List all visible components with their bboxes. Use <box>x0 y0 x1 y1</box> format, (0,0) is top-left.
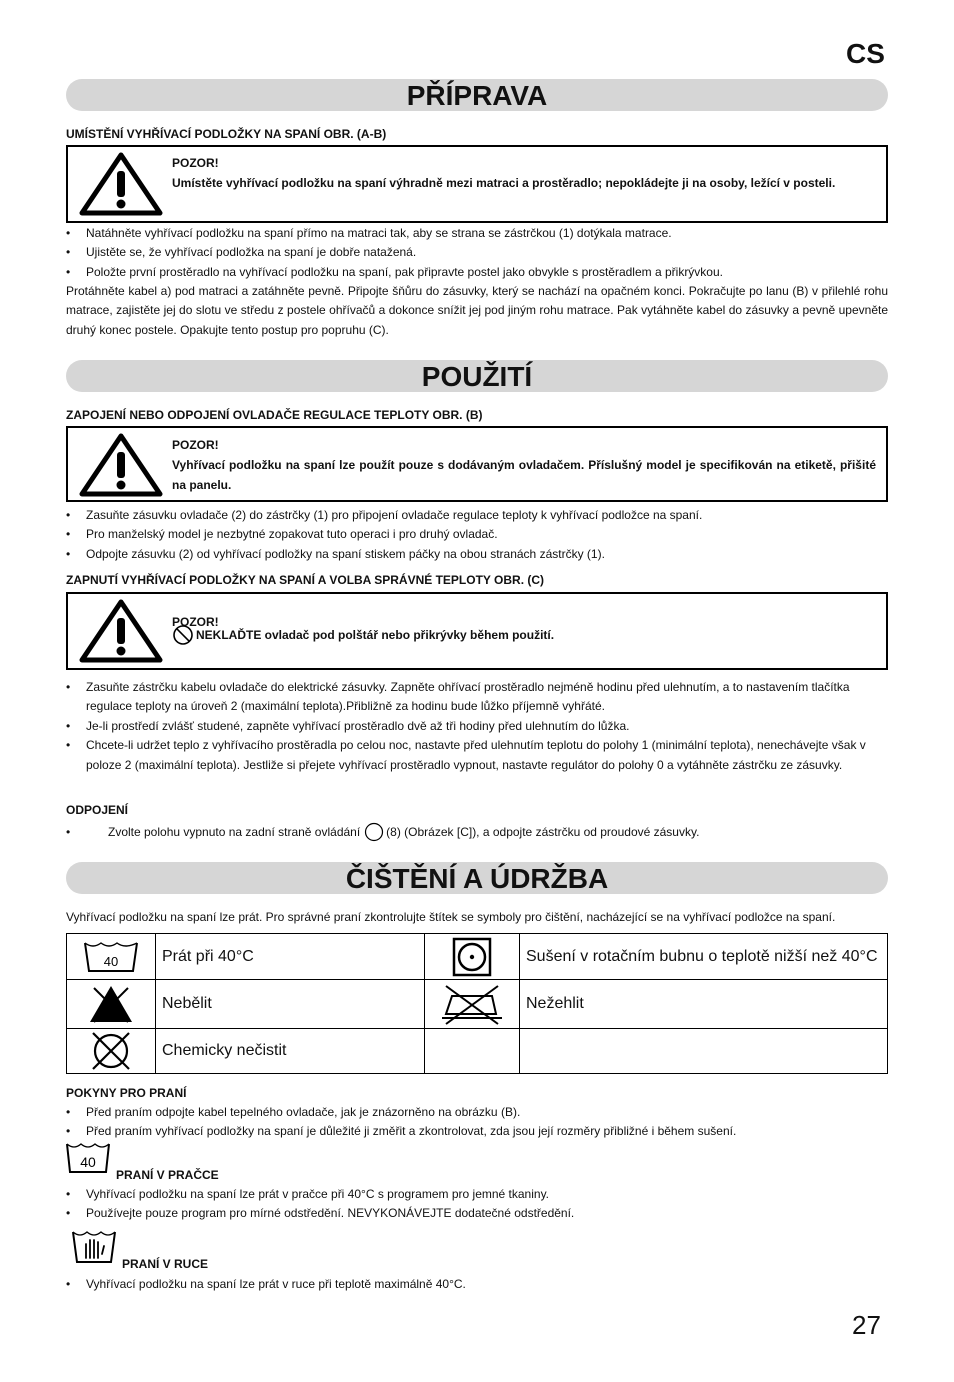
preparation-paragraph: Protáhněte kabel a) pod matraci a zatáhněte pevně. Připojte šňůru do zásuvky, který se nachází na opačném konci. Pokračujte po lanu (B) v přilehlé rohu matrace, zajistěte jej do slotu ve středu z postele ohřívačů a dokonce snížit jej pod jiným rohu matrace. Pak vytáhněte kabel do zásuvky a pevně upevněte druhý konec postele. Opakujte tento postup pro popruhu (C). <box>66 284 888 337</box>
connect-list <box>66 506 888 564</box>
wash-temp-label: Prát při 40°C <box>156 934 425 980</box>
care-symbols-table <box>66 933 888 1074</box>
warning-text: Umístěte vyhřívací podložku na spaní výhradně mezi matraci a prostěradlo; nepokládejte ji na osoby, ležící v posteli. <box>172 176 836 190</box>
no-iron-label: Nežehlit <box>520 980 888 1029</box>
no-dry-clean-icon <box>67 1029 156 1074</box>
list-item: • Je-li prostředí zvlášť studené, zapněte vyhřívací prostěradlo dvě až tři hodiny před ulehnutím do lůžka. <box>66 718 630 733</box>
warning-title: POZOR! <box>172 438 219 452</box>
list-item: • Položte první prostěradlo na vyhřívací podložku na spaní, pak připravte postel jako obvykle s prostěradlem a přikrývkou. <box>66 264 723 279</box>
subheading-washing-instructions: POKYNY PRO PRANÍ <box>66 1086 187 1100</box>
disconnect-text-after: (8) (Obrázek [C]), a odpojte zástrčku od proudové zásuvky. <box>386 825 700 839</box>
subheading-connect: ZAPOJENÍ NEBO ODPOJENÍ OVLADAČE REGULACE TEPLOTY OBR. (B) <box>66 408 483 422</box>
list-item: • Odpojte zásuvku (2) od vyhřívací podložky na spaní stiskem páčky na obou stranách zástrčky (1). <box>66 546 605 561</box>
washing-instructions-list <box>66 1103 888 1142</box>
subheading-switch-on: ZAPNUTÍ VYHŘÍVACÍ PODLOŽKY NA SPANÍ A VOLBA SPRÁVNÉ TEPLOTY OBR. (C) <box>66 573 545 587</box>
warning-triangle-icon <box>78 432 164 498</box>
hand-wash-list <box>66 1275 888 1294</box>
list-item: • Chcete-li udržet teplo z vyhřívacího prostěradla po celou noc, nastavte před ulehnutím teplotu do polohy 1 (minimální teplota), nenechávejte však v poloze 2 (maximální teplota). Jestliže si přejete vyhřívací prostěradlo vypnout, nastavte regulátor do polohy 0 a vytáhněte zástrčku ze zásuvky. <box>66 738 866 772</box>
warning-box-pillow <box>66 592 888 670</box>
warning-triangle-icon <box>78 598 164 664</box>
empty-cell <box>425 1029 520 1074</box>
hand-wash-icon <box>70 1228 118 1266</box>
subheading-placement: UMÍSTĚNÍ VYHŘÍVACÍ PODLOŽKY NA SPANÍ OBR. (A-B) <box>66 127 387 141</box>
warning-title: POZOR! <box>172 156 219 170</box>
language-code: CS <box>846 38 885 69</box>
disconnect-item: • Zvolte polohu vypnuto na zadní straně ovládání (8) (Obrázek [C]), a odpojte zástrčku od proudové zásuvky. <box>66 822 699 842</box>
cleaning-intro: Vyhřívací podložku na spaní lze prát. Pro správné praní zkontrolujte štítek se symboly pro čištění, nacházející se na vyhřívací podložce na spaní. <box>66 910 836 924</box>
list-item: • Vyhřívací podložku na spaní lze prát v ruce při teplotě maximálně 40°C. <box>66 1277 466 1291</box>
wash-40-icon <box>67 934 156 980</box>
subheading-machine-wash: PRANÍ V PRAČCE <box>116 1168 219 1182</box>
no-bleach-icon <box>67 980 156 1029</box>
warning-triangle-icon <box>78 151 164 217</box>
disconnect-text-before: Zvolte polohu vypnuto na zadní straně ovládání <box>108 825 361 839</box>
preparation-list <box>66 224 888 282</box>
list-item: • Vyhřívací podložku na spaní lze prát v pračce při 40°C s programem pro jemné tkaniny. <box>66 1187 550 1201</box>
subheading-hand-wash: PRANÍ V RUCE <box>122 1257 209 1271</box>
list-item: • Zasuňte zástrčku kabelu ovladače do elektrické zásuvky. Zapněte ohřívací prostěradlo nejméně hodinu před ulehnutím, a to nastavením tlačítka regulace teploty na úroveň 2 (maximální teplota).Přibližně za hodinu bude lůžko příjemně vyhřáté. <box>66 680 850 714</box>
warning-box-placement <box>66 145 888 223</box>
section-title-usage: POUŽITÍ <box>66 360 888 392</box>
no-bleach-label: Nebělit <box>156 980 425 1029</box>
off-position-icon <box>364 822 384 842</box>
warning-title: POZOR! <box>172 615 219 629</box>
subheading-disconnect: ODPOJENÍ <box>66 803 129 817</box>
warning-box-controller <box>66 426 888 502</box>
page-number: 27 <box>852 1310 881 1340</box>
list-item: • Zasuňte zásuvku ovladače (2) do zástrčky (1) pro připojení ovladače regulace teploty k vyhřívací podložce na spaní. <box>66 508 703 522</box>
list-item: • Ujistěte se, že vyhřívací podložka na spaní je dobře natažená. <box>66 245 417 260</box>
tumble-dry-icon <box>425 934 520 980</box>
tumble-dry-label: Sušení v rotačním bubnu o teplotě nižší než 40°C <box>520 934 888 980</box>
section-title-preparation: PŘÍPRAVA <box>66 79 888 111</box>
svg-text:40: 40 <box>103 953 119 969</box>
prohibited-icon <box>172 624 194 646</box>
list-item: • Před praním vyhřívací podložky na spaní je důležité ji změřit a zkontrolovat, zda jsou její rozměry přibližné i během sušení. <box>66 1124 737 1139</box>
switch-on-list <box>66 678 888 775</box>
svg-text:40: 40 <box>80 1154 96 1170</box>
machine-wash-list <box>66 1185 888 1224</box>
warning-text: NEKLAĎTE ovladač pod polštář nebo přikrývky během použití. <box>196 628 555 642</box>
machine-wash-40-icon <box>64 1140 112 1176</box>
list-item: • Pro manželský model je nezbytné zopakovat tuto operaci i pro druhý ovladač. <box>66 527 498 542</box>
list-item: • Před praním odpojte kabel tepelného ovladače, jak je znázorněno na obrázku (B). <box>66 1105 521 1119</box>
no-dry-clean-label: Chemicky nečistit <box>156 1029 425 1074</box>
section-title-cleaning: ČIŠTĚNÍ A ÚDRŽBA <box>66 862 888 894</box>
empty-cell <box>520 1029 888 1074</box>
list-item: • Používejte pouze program pro mírné odstředění. NEVYKONÁVEJTE dodatečné odstředění. <box>66 1206 575 1221</box>
no-iron-icon <box>425 980 520 1029</box>
warning-text: Vyhřívací podložku na spaní lze použít pouze s dodávaným ovladačem. Příslušný model je specifikován na etiketě, přišité na panelu. <box>172 458 876 492</box>
list-item: • Natáhněte vyhřívací podložku na spaní přímo na matraci tak, aby se strana se zástrčkou (1) dotýkala matrace. <box>66 226 672 240</box>
